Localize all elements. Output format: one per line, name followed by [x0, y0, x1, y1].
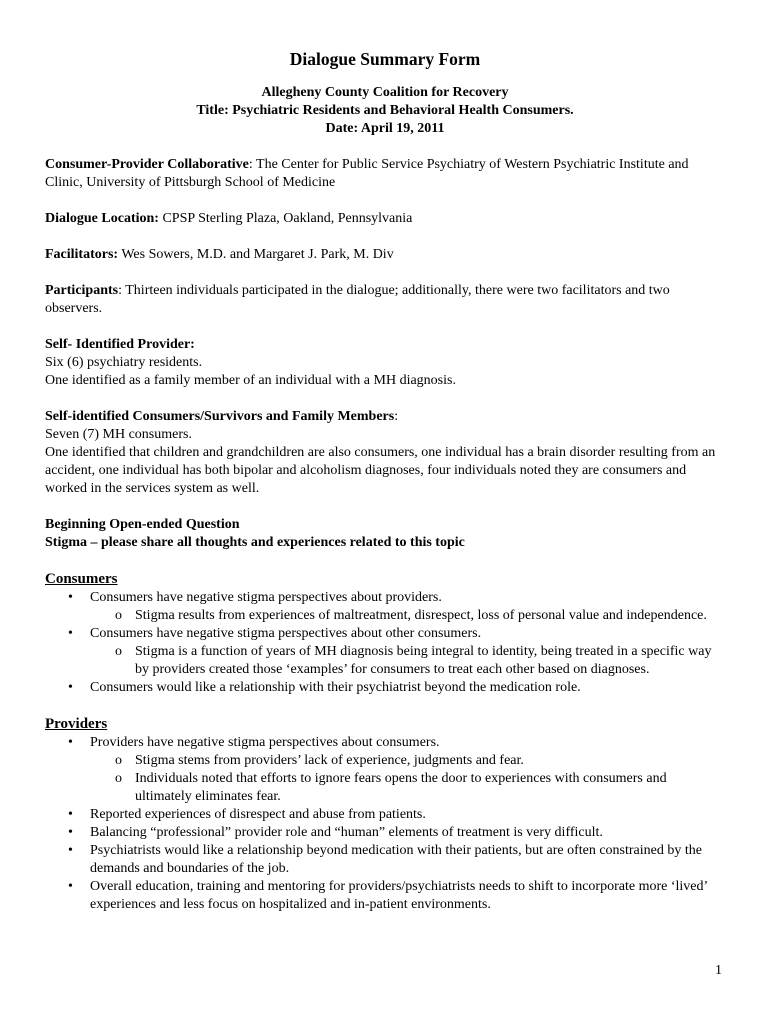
bullet-icon: • — [68, 879, 73, 894]
list-item: • Consumers would like a relationship with their psychiatrist beyond the medication role. — [68, 680, 581, 695]
circle-bullet-icon: o — [115, 771, 122, 786]
participants-label: Participants — [45, 283, 119, 298]
providers-heading: Providers — [45, 716, 108, 732]
consumers-list — [45, 589, 725, 697]
consumers-id-line-2: One identified that children and grandchildren are also consumers, one individual has a brain disorder resulting from an accident, one individual has both bipolar and alcoholism diagnoses, four individuals noted they are consumers and worked in the services system as well. — [45, 445, 716, 496]
bullet-icon: • — [68, 680, 73, 695]
circle-bullet-icon: o — [115, 608, 122, 623]
sub-list-item: o Individuals noted that efforts to ignore fears opens the door to experiences with consumers and ultimately eliminates fear. — [115, 771, 667, 804]
consumers-id-line-1: Seven (7) MH consumers. — [45, 427, 192, 442]
consumers-heading: Consumers — [45, 571, 118, 587]
bullet-icon: • — [68, 626, 73, 641]
org-name: Allegheny County Coalition for Recovery — [261, 85, 509, 100]
consumers-id-heading — [45, 408, 725, 426]
provider-line-1: Six (6) psychiatry residents. — [45, 355, 203, 370]
participants-paragraph — [45, 282, 725, 318]
question-heading: Beginning Open-ended Question — [45, 517, 240, 532]
circle-bullet-icon: o — [115, 644, 122, 659]
document-body — [45, 48, 725, 914]
document-title: Dialogue Summary Form — [289, 49, 481, 69]
consumers-id-label: Self-identified Consumers/Survivors and Family Members — [45, 409, 395, 424]
sub-list-item: o Stigma results from experiences of maltreatment, disrespect, loss of personal value and independence. — [115, 608, 707, 623]
collaborative-label: Consumer-Provider Collaborative — [45, 157, 249, 172]
list-item: • Balancing “professional” provider role and “human” elements of treatment is very difficult. — [68, 825, 603, 840]
location-label: Dialogue Location: — [45, 211, 159, 226]
list-item: • Reported experiences of disrespect and abuse from patients. — [68, 807, 426, 822]
provider-heading: Self- Identified Provider: — [45, 337, 195, 352]
collaborative-text: : The Center for Public Service Psychiatry of Western Psychiatric Institute and Clinic, University of Pittsburgh School of Medicine — [45, 157, 689, 190]
sub-list-item: o Stigma stems from providers’ lack of experience, judgments and fear. — [115, 753, 524, 768]
bullet-icon: • — [68, 590, 73, 605]
collaborative-paragraph — [45, 156, 725, 192]
bullet-icon: • — [68, 825, 73, 840]
dialogue-title: Title: Psychiatric Residents and Behavioral Health Consumers. — [196, 103, 574, 118]
list-item: • Consumers have negative stigma perspectives about other consumers. o Stigma is a function of years of MH diagnosis being integral to identity, being treated in a specific way by providers created those ‘examples’ for consumers to treat each other based on diagnoses. — [45, 625, 725, 679]
facilitators-label: Facilitators: — [45, 247, 119, 262]
location-text: CPSP Sterling Plaza, Oakland, Pennsylvania — [158, 211, 413, 226]
location-paragraph — [45, 210, 725, 228]
facilitators-paragraph — [45, 246, 725, 264]
provider-line-2: One identified as a family member of an individual with a MH diagnosis. — [45, 373, 456, 388]
facilitators-text: Wes Sowers, M.D. and Margaret J. Park, M. Div — [118, 247, 394, 262]
page-number: 1 — [715, 963, 722, 978]
bullet-icon: • — [68, 843, 73, 858]
consumers-id-colon: : — [394, 409, 399, 424]
list-item: • Psychiatrists would like a relationship beyond medication with their patients, but are often constrained by the demands and boundaries of the job. — [68, 843, 702, 876]
participants-text: : Thirteen individuals participated in the dialogue; additionally, there were two facilitators and two observers. — [45, 283, 670, 316]
providers-list — [45, 734, 725, 914]
question-text: Stigma – please share all thoughts and experiences related to this topic — [45, 535, 465, 550]
list-item: • Consumers have negative stigma perspectives about providers. o Stigma results from experiences of maltreatment, disrespect, loss of personal value and independence. — [45, 589, 725, 625]
sub-list-item: o Stigma is a function of years of MH diagnosis being integral to identity, being treated in a specific way by providers created those ‘examples’ for consumers to treat each other based on diagnoses. — [115, 644, 712, 677]
circle-bullet-icon: o — [115, 753, 122, 768]
bullet-icon: • — [68, 807, 73, 822]
list-item: • Overall education, training and mentoring for providers/psychiatrists needs to shift to incorporate more ‘lived’ experiences and less focus on hospitalized and in-patient environments. — [68, 879, 708, 912]
bullet-icon: • — [68, 735, 73, 750]
dialogue-date: Date: April 19, 2011 — [325, 121, 445, 136]
list-item: • Providers have negative stigma perspectives about consumers. o Stigma stems from providers’ lack of experience, judgments and fear. o Individuals noted that efforts to ignore fears opens the door to experiences with consumers and ultimately eliminates fear. — [45, 734, 725, 806]
